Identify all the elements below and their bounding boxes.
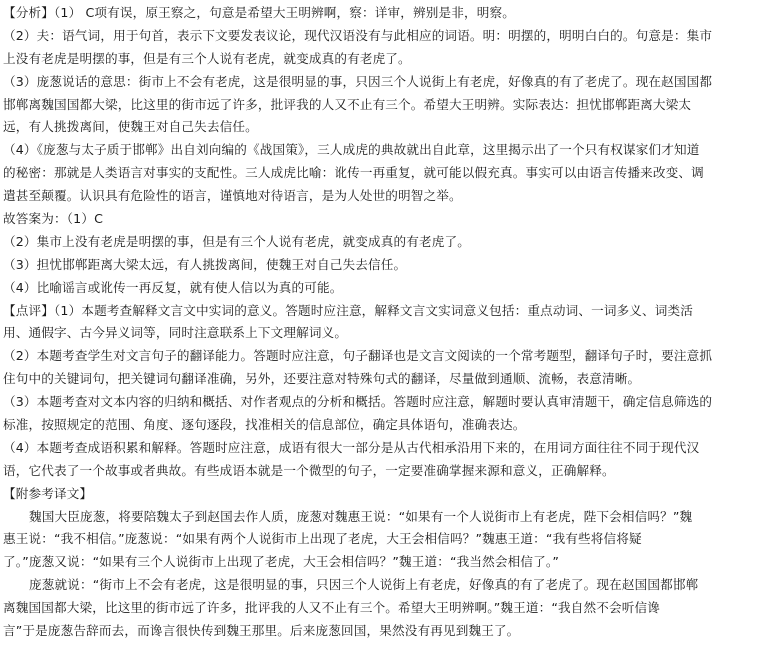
- comment-line-5: （3）本题考查对文本内容的归纳和概括、对作者观点的分析和概括。答题时应注意，解题时要认真审清题干，确定信息筛选的: [3, 394, 713, 410]
- translation-line-5: 离魏国国都大梁，比这里的街市远了许多，批评我的人又不止有三个。希望大王明辨啊。”魏王道：“我自然不会听信谗: [3, 600, 660, 616]
- comment-line-8: 语，它代表了一个故事或者典故。有些成语本就是一个微型的句子，一定要准确掌握来源和意义，正确解释。: [3, 462, 615, 478]
- analysis-line-8: 的秘密：那就是人类语言对事实的支配性。三人成虎比喻：讹传一再重复，就可能以假充真。事实可以由语言传播来改变、调: [3, 165, 704, 181]
- analysis-line-5: 邯郸离魏国国都大梁，比这里的街市远了许多，批评我的人又不止有三个。希望大王明辨。实际表达：担忧邯郸距离大梁太: [3, 96, 692, 112]
- comment-line-3: （2）本题考查学生对文言句子的翻译能力。答题时应注意，句子翻译也是文言文阅读的一个常考题型，翻译句子时，要注意抓: [3, 348, 713, 364]
- comment-line-7: （4）本题考查成语积累和解释。答题时应注意，成语有很大一部分是从古代相承沿用下来的，在用词方面往往不同于现代汉: [3, 439, 700, 455]
- comment-line-2: 用、通假字、古今异义词等，同时注意联系上下文理解词义。: [3, 325, 348, 341]
- translation-line-1: 魏国大臣庞葱，将要陪魏太子到赵国去作人质，庞葱对魏惠王说：“如果有一个人说街市上有老虎，陛下会相信吗？”魏: [29, 508, 693, 524]
- answer-line-1: 故答案为：（1）C: [3, 211, 104, 227]
- comment-line-6: 标准，按照规定的范围、角度、逐句逐段，找准相关的信息部位，确定具体语句，准确表达。: [3, 417, 526, 433]
- answer-line-4: （4）比喻谣言或讹传一再反复，就有使人信以为真的可能。: [3, 279, 343, 295]
- translation-line-2: 惠王说：“我不相信。”庞葱说：“如果有两个人说街市上出现了老虎，大王会相信吗？”魏惠王道：“我有些将信将疑: [3, 531, 642, 547]
- analysis-line-7: （4）《庞葱与太子质于邯郸》出自刘向编的《战国策》，三人成虎的典故就出自此章，这里揭示出了一个只有权谋家们才知道: [3, 142, 700, 158]
- translation-line-3: 了。”庞葱又说：“如果有三个人说街市上出现了老虎，大王会相信吗？”魏王道：“我当然会相信了。”: [3, 554, 560, 570]
- analysis-line-6: 远，有人挑拨离间，使魏王对自己失去信任。: [3, 119, 258, 135]
- translation-heading: 【附参考译文】: [3, 485, 93, 501]
- analysis-line-3: 上没有老虎是明摆的事，但是有三个人说有老虎，就变成真的有老虎了。: [3, 50, 411, 66]
- analysis-line-1: 【分析】（1） C项有误，原王察之，句意是希望大王明辨啊，察：详审，辨别是非，明察。: [3, 5, 515, 20]
- analysis-line-2: （2）夫：语气词，用于句首，表示下文要发表议论，现代汉语没有与此相应的词语。明：明摆的，明明白白的。句意是：集市: [3, 27, 713, 43]
- comment-line-4: 住句中的关键词句，把关键词句翻译准确，另外，还要注意对特殊句式的翻译，尽量做到通顺、流畅，表意清晰。: [3, 371, 641, 387]
- translation-line-6: 言”于是庞葱告辞而去，而谗言很快传到魏王那里。后来庞葱回国，果然没有再见到魏王了。: [3, 623, 520, 639]
- translation-line-4: 庞葱就说：“街市上不会有老虎，这是很明显的事，只因三个人说街上有老虎，好像真的有了老虎了。现在赵国国都邯郸: [29, 577, 699, 593]
- answer-line-3: （3）担忧邯郸距离大梁太远，有人挑拨离间，使魏王对自己失去信任。: [3, 256, 407, 272]
- analysis-line-9: 遣甚至颠覆。认识具有危险性的语言，谨慎地对待语言，是为人处世的明智之举。: [3, 188, 462, 204]
- comment-line-1: 【点评】（1）本题考查解释文言文中实词的意义。答题时应注意，解释文言文实词意义包括：重点动词、一词多义、词类活: [3, 302, 694, 318]
- analysis-line-4: （3）庞葱说话的意思：街市上不会有老虎，这是很明显的事，只因三个人说街上有老虎，好像真的有了老虎了。现在赵国国都: [3, 73, 713, 89]
- answer-line-2: （2）集市上没有老虎是明摆的事，但是有三个人说有老虎，就变成真的有老虎了。: [3, 233, 470, 249]
